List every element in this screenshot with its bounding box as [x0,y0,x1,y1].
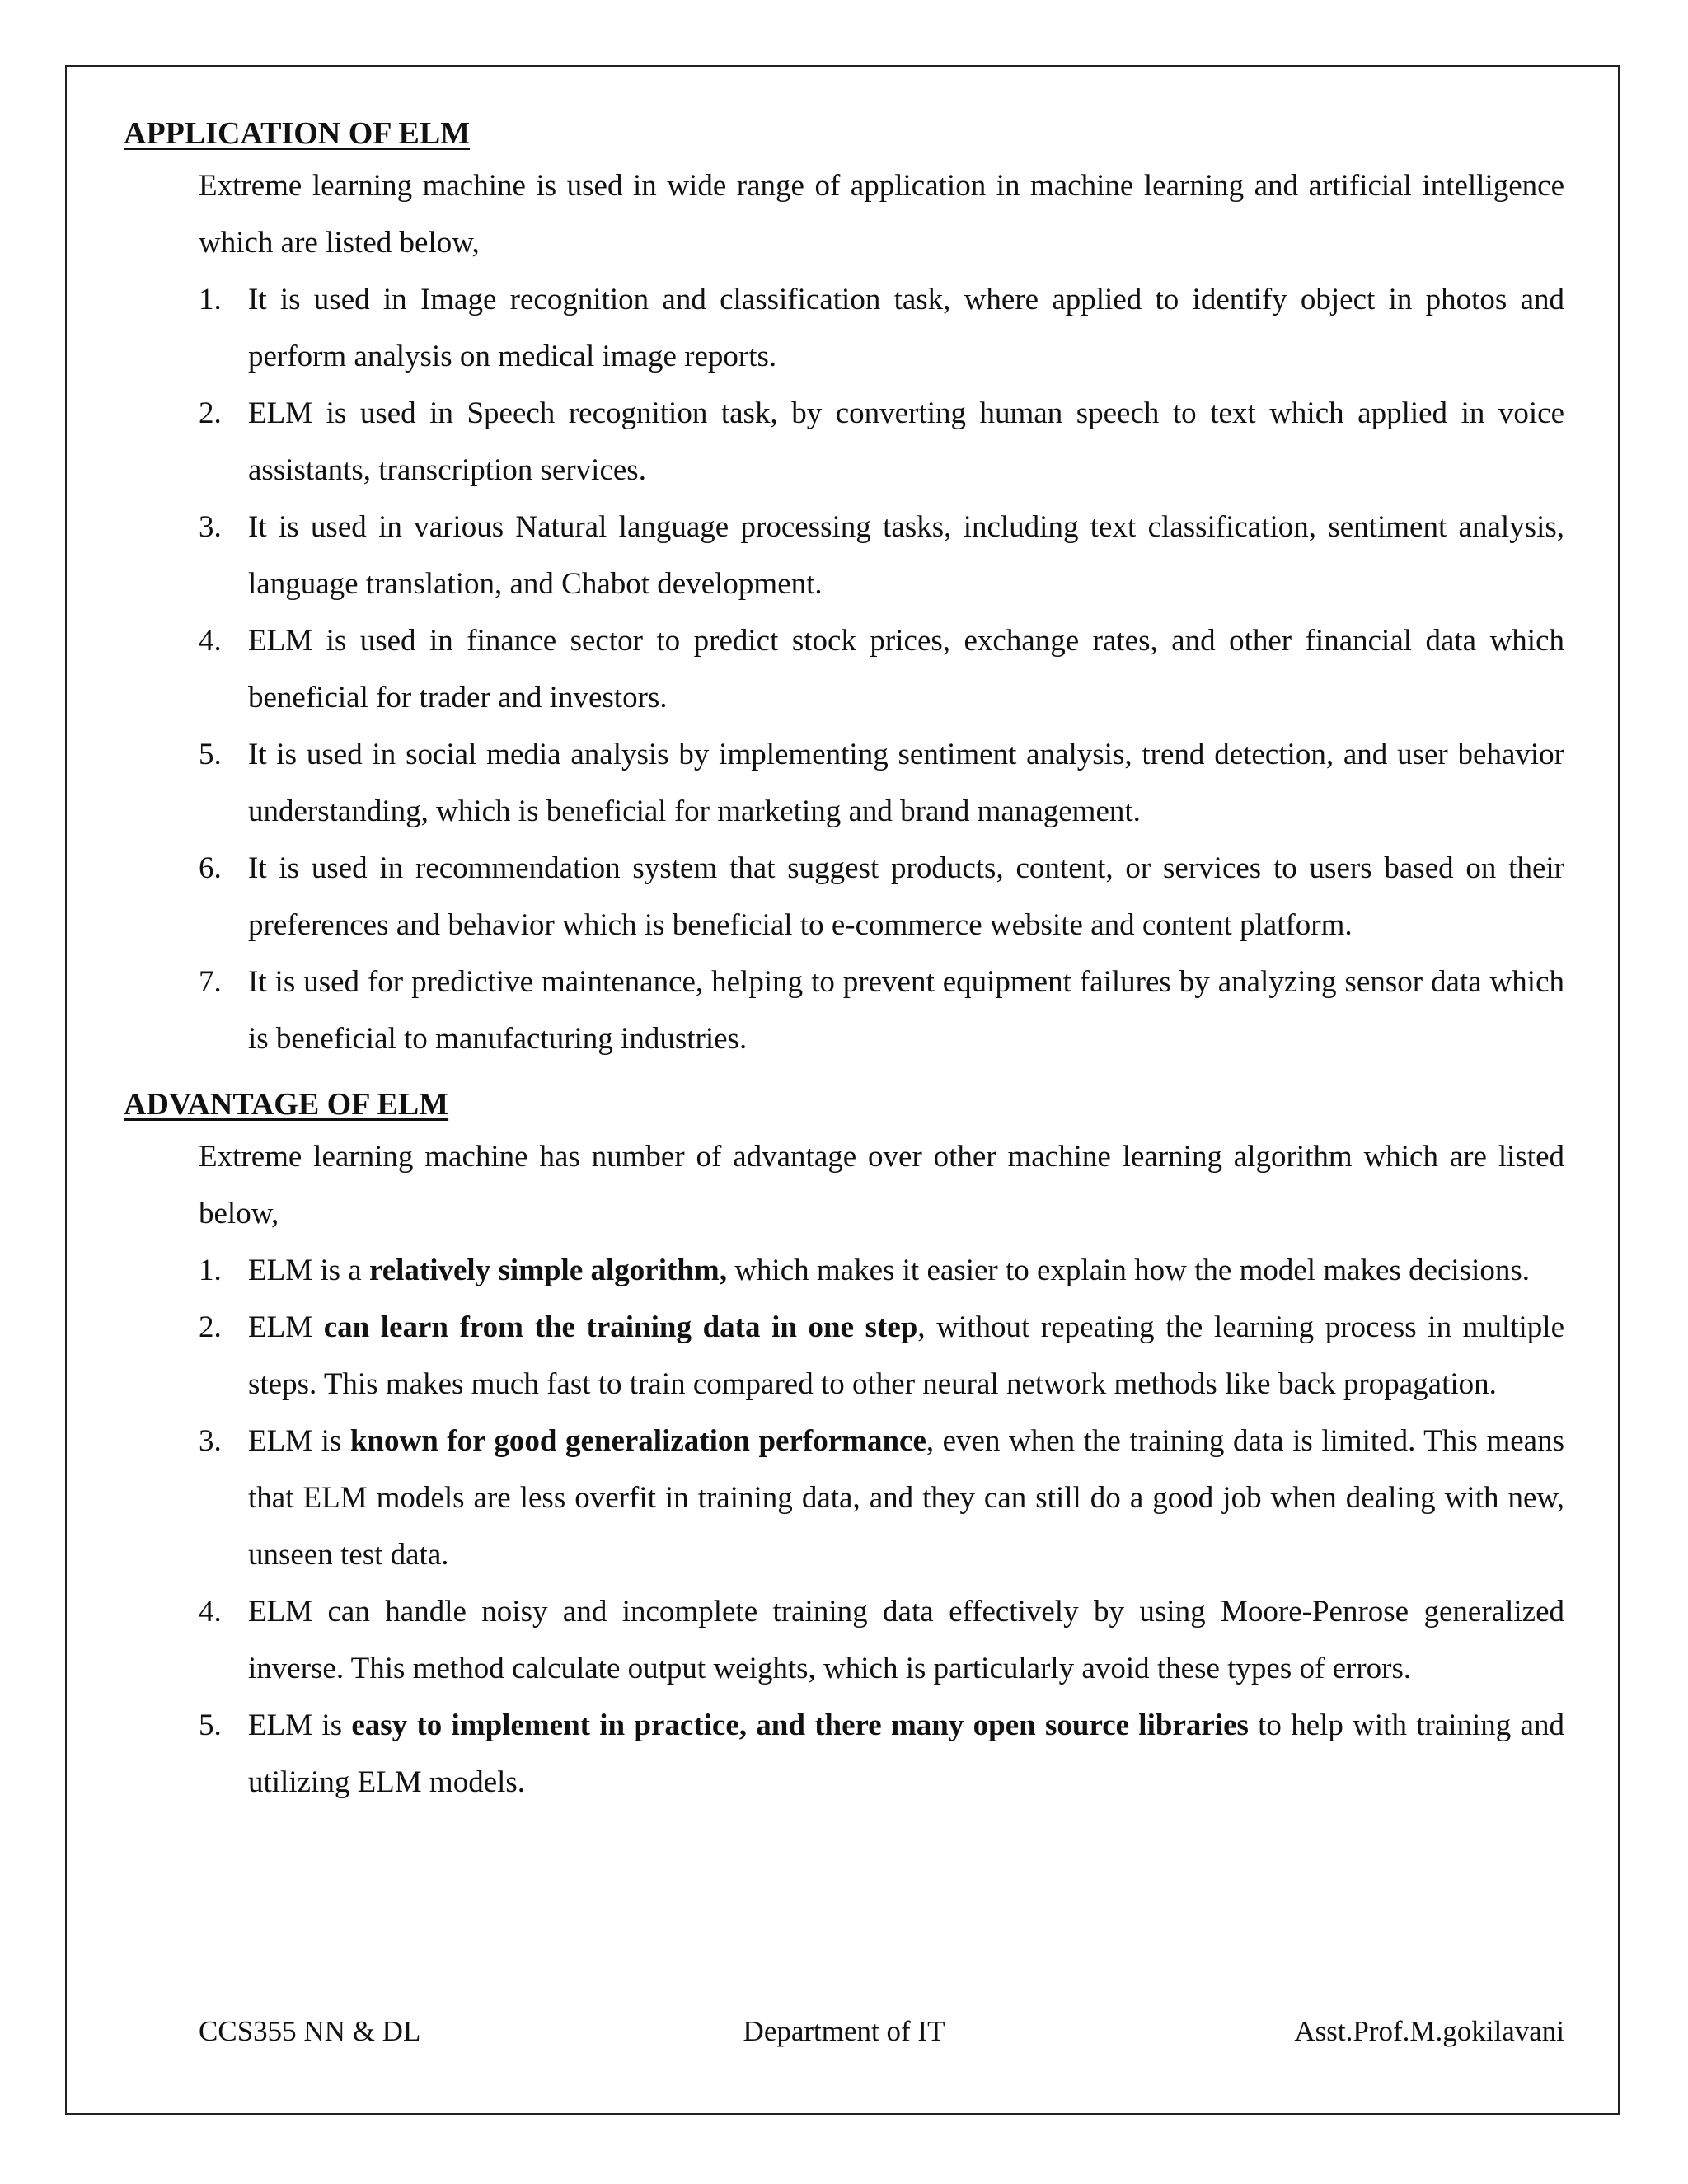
list-item [199,1299,1564,1413]
list-text-bold: relatively simple algorithm, [368,1254,727,1287]
list-item [199,726,1564,840]
list-number: 1. [199,283,222,316]
list-number: 2. [199,396,222,430]
list-text-pre: ELM is [248,1708,352,1742]
list-item [199,1583,1564,1697]
list-text-pre: ELM [248,1310,324,1344]
list-number: 2. [199,1310,222,1344]
footer-course-code: CCS355 NN & DL [199,2015,421,2047]
list-item [199,1413,1564,1583]
list-text-bold: easy to implement in practice, and there many open source libraries [351,1708,1249,1742]
list-text: It is used for predictive maintenance, helping to prevent equipment failures by analyzing sensor data which is beneficial to manufacturing industries. [248,965,1564,1056]
list-text: ELM is used in finance sector to predict stock prices, exchange rates, and other financial data which beneficial for trader and investors. [248,624,1564,715]
advantage-heading: ADVANTAGE OF ELM [124,1087,449,1122]
list-text-bold: can learn from the training data in one step [323,1310,918,1344]
advantage-intro: Extreme learning machine has number of advantage over other machine learning algorithm which are listed below, [199,1140,1564,1230]
list-text-post: , even when the training data is limited. This means that ELM models are less overfit in training data, and they can still do a good job when dealing with new, unseen test data. [248,1424,1564,1572]
list-text-pre: ELM is [248,1424,350,1458]
footer-department: Department of IT [743,2015,945,2047]
list-text-pre: ELM is a [248,1254,369,1287]
list-number: 3. [199,1424,222,1458]
list-text: It is used in social media analysis by implementing sentiment analysis, trend detection, and user behavior understanding, which is beneficial for marketing and brand management. [248,738,1564,828]
advantage-list [199,1242,1564,1811]
list-text-post: to help with training and utilizing ELM models. [248,1708,1564,1799]
list-text: It is used in various Natural language processing tasks, including text classification, sentiment analysis, language translation, and Chabot development. [248,510,1564,601]
list-item [199,271,1564,385]
list-text: It is used in Image recognition and classification task, where applied to identify object in photos and perform analysis on medical image reports. [248,283,1564,373]
application-list [199,271,1564,1067]
list-text-bold: known for good generalization performance [349,1424,926,1458]
list-item [199,840,1564,954]
list-item [199,1242,1564,1299]
list-item [199,954,1564,1067]
application-intro: Extreme learning machine is used in wide range of application in machine learning and artificial intelligence which are listed below, [199,169,1564,260]
footer-author: Asst.Prof.M.gokilavani [1294,2015,1564,2047]
list-item [199,385,1564,499]
list-number: 5. [199,738,222,771]
list-number: 1. [199,1254,222,1287]
list-item [199,499,1564,612]
list-number: 7. [199,965,222,999]
list-item [199,612,1564,726]
application-heading: APPLICATION OF ELM [124,116,471,151]
list-number: 4. [199,1595,222,1629]
list-item [199,1697,1564,1811]
list-text-post: which makes it easier to explain how the model makes decisions. [726,1254,1531,1287]
list-text: ELM is used in Speech recognition task, by converting human speech to text which applied in voice assistants, transcription services. [248,396,1564,487]
list-text-post: , without repeating the learning process in multiple steps. This makes much fast to train compared to other neural network methods like back propagation. [248,1310,1564,1401]
list-number: 4. [199,624,222,658]
list-text: It is used in recommendation system that suggest products, content, or services to users based on their preferences and behavior which is beneficial to e-commerce website and content platform. [248,851,1564,942]
list-text-pre: ELM can handle noisy and incomplete training data effectively by using Moore-Penrose generalized inverse. This method calculate output weights, which is particularly avoid these types of errors. [248,1595,1564,1685]
list-number: 3. [199,510,222,544]
list-number: 6. [199,851,222,885]
list-number: 5. [199,1708,222,1742]
